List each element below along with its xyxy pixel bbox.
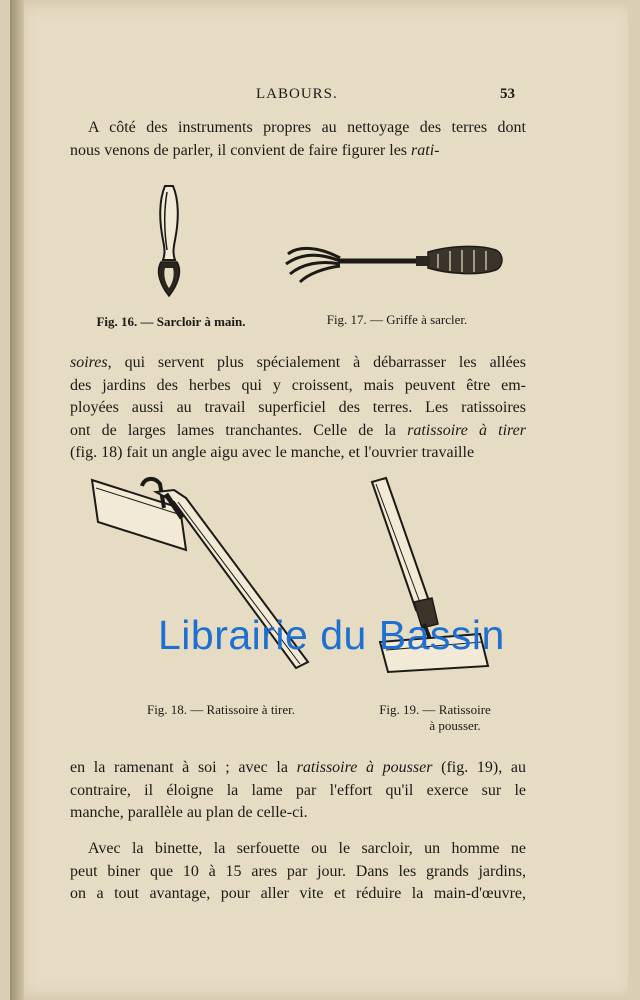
running-title: LABOURS. <box>256 86 338 102</box>
paragraph-ratissoires <box>70 352 526 465</box>
griffe-illustration <box>278 236 506 290</box>
text-line: (fig. 18) fait un angle aigu avec le manche, et l'ouvrier travaille <box>70 444 475 461</box>
page-gutter-shadow <box>10 0 24 1000</box>
caption-fig19-line2: à pousser. <box>429 718 481 733</box>
text-line: contraire, il éloigne la lame par l'effort qu'il exerce sur le <box>70 781 526 799</box>
page-header <box>10 86 628 110</box>
text-line: soires, qui servent plus spécialement à débarrasser les allées <box>70 354 526 371</box>
italic-term: rati- <box>411 141 440 159</box>
text-line: nous venons de parler, il convient de faire figurer les rati- <box>70 141 440 159</box>
book-page <box>10 0 628 1000</box>
watermark-text: Librairie du Bassin <box>158 612 505 658</box>
page-number: 53 <box>500 86 515 102</box>
text-line: ont de larges lames tranchantes. Celle de la ratissoire à tirer <box>70 421 526 439</box>
paragraph-binette <box>70 838 526 906</box>
caption-fig18: Fig. 18. — Ratissoire à tirer. <box>146 702 296 717</box>
caption-fig17: Fig. 17. — Griffe à sarcler. <box>326 312 468 327</box>
paragraph-intro <box>70 117 526 162</box>
text-line: des jardins des herbes qui y croissent, mais peuvent être em- <box>70 376 526 394</box>
text-line: manche, parallèle au plan de celle-ci. <box>70 804 308 821</box>
caption-fig16: Fig. 16. — Sarcloir à main. <box>96 314 246 329</box>
italic-term: ratissoire à pousser <box>296 759 433 776</box>
caption-fig19 <box>350 702 520 734</box>
italic-term: soires <box>70 354 108 371</box>
text-line: on a tout avantage, pour aller vite et réduire la main-d'œuvre, <box>70 885 526 902</box>
sarcloir-illustration <box>145 180 195 300</box>
paragraph-ratissoire-pousser <box>70 757 526 825</box>
text-line: A côté des instruments propres au nettoyage des terres dont <box>88 119 526 136</box>
text-line: Avec la binette, la serfouette ou le sarcloir, un homme ne <box>88 840 526 857</box>
text-line: en la ramenant à soi ; avec la ratissoire à pousser (fig. 19), au <box>70 759 527 776</box>
caption-fig19-line1: Fig. 19. — Ratissoire <box>379 702 491 717</box>
text-line: ployées aussi au travail superficiel des terres. Les ratissoires <box>70 399 526 416</box>
text-line: peut biner que 10 à 15 ares par jour. Dans les grands jardins, <box>70 862 526 880</box>
italic-term: ratissoire à tirer <box>407 421 526 439</box>
